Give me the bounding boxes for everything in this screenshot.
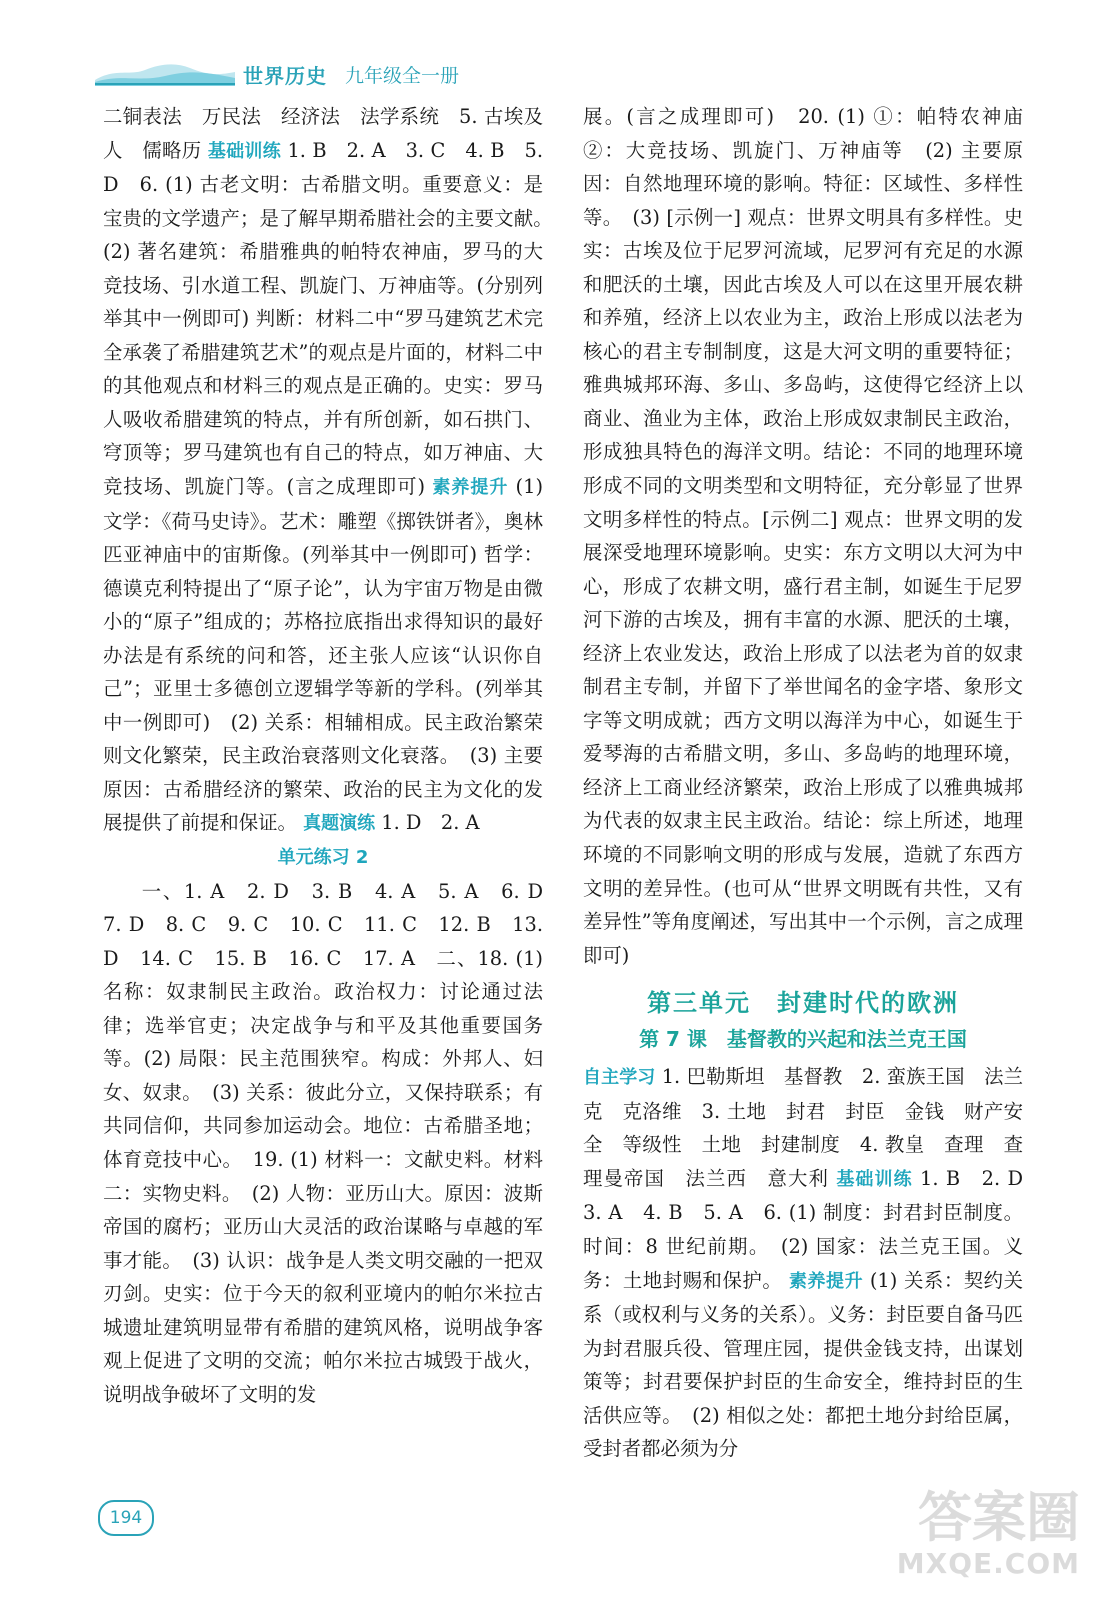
section-tag-self-study: 自主学习 [583, 1067, 656, 1089]
answer-text: 展。(言之成理即可) 20. (1) ①：帕特农神庙 ②：大竞技场、凯旋门、万神庙等 (2) 主要原因：自然地理环境的影响。特征：区域性、多样性等。 (3) [示例一] 观点：世界文明具有多样性。史实：古埃及位于尼罗河流域，尼罗河有充足的水源和肥沃的土壤，因此古埃及人可以在这里开展农耕和养殖，经济上以农业为主，政治上形成以法老为核心的君主专制制度，这是大河文明的重要特征；雅典城邦环海、多山、多岛屿，这使得它经济上以商业、渔业为主体，政治上形成奴隶制民主政治，形成独具特色的海洋文明。结论：不同的地理环境形成不同的文明类型和文明特征，充分彰显了世界文明多样性的特点。[示例二] 观点：世界文明的发展深受地理环境影响。史实：东方文明以大河为中心，形成了农耕文明，盛行君主制，如诞生于尼罗河下游的古埃及，拥有丰富的水源、肥沃的土壤，经济上农业发达，政治上形成了以法老为首的奴隶制君主专制，并留下了举世闻名的金字塔、象形文字等文明成就；西方文明以海洋为中心，如诞生于爱琴海的古希腊文明，多山、多岛屿的地理环境，经济上工商业经济繁荣，政治上形成了以雅典城邦为代表的奴隶主民主政治。结论：综上所述，地理环境的不同影响文明的形成与发展，造就了东西方文明的差异性。(也可从“世界文明既有共性，又有差异性”等角度阐述，写出其中一个示例，言之成理即可) [583, 105, 1043, 967]
unit-practice-heading: 单元练习 2 [277, 847, 369, 869]
answer-paragraph [103, 875, 563, 1412]
answer-text: 1. B 2. A 3. C 4. B 5. D 6. (1) 古老文明：古希腊文明。重要意义：是宝贵的文学遗产；是了解早期希腊社会的主要文献。 (2) 著名建筑：希腊雅典的帕特农神庙，罗马的大竞技场、引水道工程、凯旋门、万神庙等。(分别列举其中一例即可) 判断：材料二中“罗马建筑艺术完全承袭了希腊建筑艺术”的观点是片面的，材料二中的其他观点和材料三的观点是正确的。史实：罗马人吸收希腊建筑的特点，并有所创新，如石拱门、穹顶等；罗马建筑也有自己的特点，如万神庙、大竞技场、凯旋门等。(言之成理即可) [103, 138, 563, 499]
left-column [103, 100, 563, 1411]
answer-paragraph [103, 100, 563, 841]
answer-text: 二铜表法 万民法 经济法 法学系统 5. 古埃及人 儒略历 [103, 105, 543, 162]
section-tag-literacy: 素养提升 [432, 477, 509, 499]
answer-text: 1. 巴勒斯坦 基督教 2. 蛮族王国 法兰克 克洛维 3. 土地 封君 封臣 金钱 财产安全 等级性 土地 封建制度 4. 教皇 查理 查理曼帝国 法兰西 意大利 [583, 1065, 1024, 1190]
lesson-title: 第 7 课 基督教的兴起和法兰克王国 [639, 1027, 967, 1052]
answer-text: 1. B 2. D 3. A 4. B 5. A 6. (1) 制度：封君封臣制度。时间：8 世纪前期。 (2) 国家：法兰克王国。义务：土地封赐和保护。 [583, 1166, 1043, 1292]
right-column [583, 100, 1043, 1466]
watermark [896, 1475, 1080, 1585]
wave-decoration-icon [95, 58, 235, 86]
header-grade: 九年级全一册 [345, 65, 460, 87]
unit-title: 第三单元 封建时代的欧洲 [647, 989, 959, 1018]
answer-text: (1) 关系：契约关系（或权利与义务的关系）。义务：封臣要自备马匹为封君服兵役、管理庄园，提供金钱支持，出谋划策等；封君要保护封臣的生命安全，维持封臣的生活供应等。 (2) 相似之处：都把土地分封给臣属，受封者都必须为分 [583, 1268, 1023, 1461]
section-tag-literacy: 素养提升 [788, 1270, 864, 1292]
page-header [95, 58, 565, 88]
header-subject: 世界历史 [243, 64, 327, 88]
answer-paragraph [583, 100, 1043, 972]
section-tag-basic-training: 基础训练 [836, 1168, 913, 1190]
answer-paragraph [583, 1060, 1043, 1466]
section-tag-basic-training: 基础训练 [207, 140, 282, 162]
watermark-url: MXQE.COM [896, 1547, 1080, 1580]
answer-text: (1) 文学：《荷马史诗》。艺术：雕塑《掷铁饼者》，奥林匹亚神庙中的宙斯像。(列举其中一例即可) 哲学：德谟克利特提出了“原子论”，认为宇宙万物是由微小的“原子”组成的；苏格拉底指出求得知识的最好办法是有系统的问和答，还主张人应该“认识你自己”；亚里士多德创立逻辑学等新的学科。(列举其中一例即可) (2) 关系：相辅相成。民主政治繁荣则文化繁荣，民主政治衰落则文化衰落。 (3) 主要原因：古希腊经济的繁荣、政治的民主为文化的发展提供了前提和保证。 [103, 475, 544, 835]
watermark-logo-text: 答案圈 [918, 1486, 1080, 1549]
page-number: 194 [98, 1500, 154, 1536]
answer-text: 1. D 2. A [381, 811, 480, 835]
answer-text: 一、1. A 2. D 3. B 4. A 5. A 6. D 7. D 8. C 9. C 10. C 11. C 12. B 13. D 14. C 15. B 16. C 17. A 二、18. (1) 名称：奴隶制民主政治。政治权力：讨论通过法律；选举官吏；决定战争与和平及其他重要国务等。(2) 局限：民主范围狭窄。构成：外邦人、妇女、奴隶。 (3) 关系：彼此分立，又保持联系；有共同信仰，共同参加运动会。地位：古希腊圣地；体育竞技中心。 19. (1) 材料一：文献史料。材料二：实物史料。 (2) 人物：亚历山大。原因：波斯帝国的腐朽；亚历山大灵活的政治谋略与卓越的军事才能。 (3) 认识：战争是人类文明交融的一把双刃剑。史实：位于今天的叙利亚境内的帕尔米拉古城遗址建筑明显带有希腊的建筑风格，说明战争客观上促进了文明的交流；帕尔米拉古城毁于战火，说明战争破坏了文明的发 [103, 879, 563, 1406]
section-tag-exam-practice: 真题演练 [303, 813, 376, 835]
